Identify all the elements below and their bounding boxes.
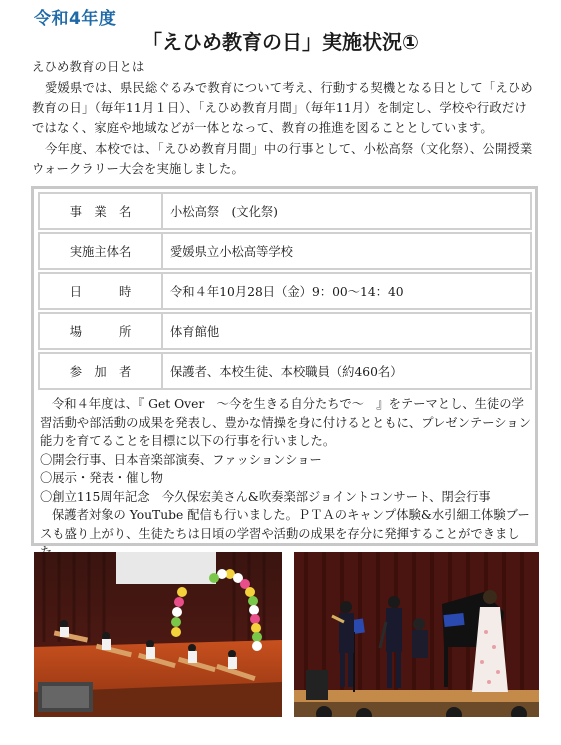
label-event-name: 事 業 名 (40, 194, 163, 228)
row-participants (38, 352, 532, 390)
row-datetime (38, 272, 532, 310)
joint-concert-photo (294, 552, 539, 717)
value-participants: 保護者、本校生徒、本校職員（約460名） (170, 365, 403, 379)
row-event-name (38, 192, 532, 230)
label-organizer: 実施主体名 (40, 234, 163, 268)
summary-lead: 令和４年度は、『 Get Over ～今を生きる自分たちで～ 』をテーマとし、生徒の学習活動や部活動の成果を発表し、豊かな情操を身に付けるとともに、プレゼンテーション能力を育てることを目標に以下の行事を行いました。 (40, 397, 531, 448)
summary-item-opening: 〇開会行事、日本音楽部演奏、ファッションショー (40, 452, 322, 467)
label-datetime: 日 時 (40, 274, 163, 308)
summary-item-exhibits: 〇展示・発表・催し物 (40, 471, 163, 485)
koto-performance-photo (34, 552, 282, 717)
year-heading: 令和4年度 (34, 9, 117, 29)
intro-heading: えひめ教育の日とは (32, 60, 145, 74)
row-organizer (38, 232, 532, 270)
value-datetime: 令和４年10月28日（金）9：00～14：40 (170, 285, 404, 299)
intro-paragraph: 愛媛県では、県民総ぐるみで教育について考え、行動する契機となる日として「えひめ教育の日」（毎年11月１日）、「えひめ教育月間」（毎年11月）を制定し、学校や行政だけではなく、家庭や地域などが一体となって、教育の推進を図ることとしています。 (32, 81, 533, 135)
value-venue: 体育館他 (170, 325, 220, 339)
page-title: 「えひめ教育の日」実施状況① (142, 30, 419, 54)
summary-closing: 保護者対象の YouTube 配信も行いました。ＰＴＡのキャンプ体験&水引細工体験ブースも盛り上がり、生徒たちは日頃の学習や活動の成果を存分に発揮することができまし (40, 508, 530, 541)
school-paragraph: 今年度、本校では、「えひめ教育月間」中の行事として、小松高祭（文化祭）、公開授業ウォークラリー大会を実施しました。 (32, 142, 533, 176)
row-venue (38, 312, 532, 350)
label-participants: 参 加 者 (40, 354, 163, 388)
label-venue: 場 所 (40, 314, 163, 348)
summary-item-concert: 〇創立115周年記念 今久保宏美さん&吹奏楽部ジョイントコンサート、閉会行事 (40, 489, 491, 504)
value-organizer: 愛媛県立小松高等学校 (170, 245, 293, 259)
event-details-table (31, 186, 538, 546)
value-event-name: 小松高祭 (文化祭) (170, 205, 278, 219)
event-summary (40, 395, 532, 562)
